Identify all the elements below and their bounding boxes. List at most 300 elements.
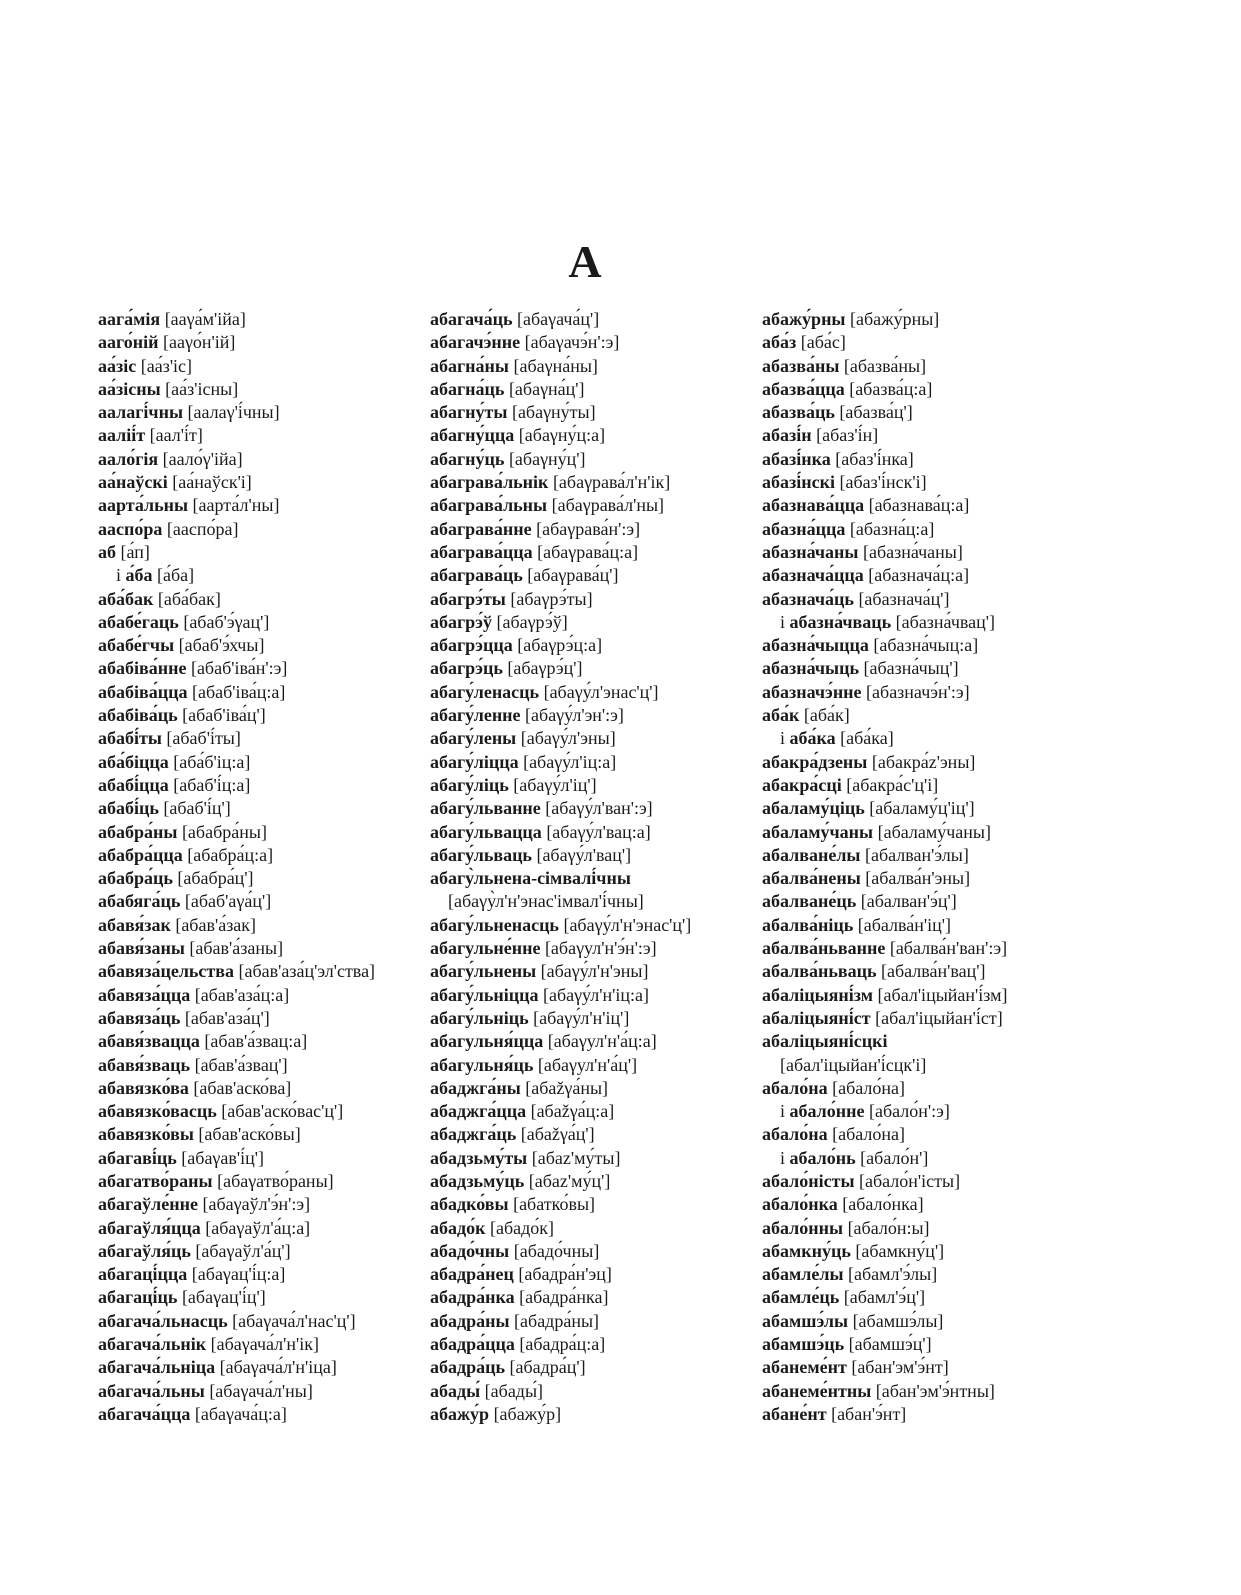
- transcription: [абаγац'і́ц:а]: [191, 1264, 286, 1285]
- dictionary-entry: [98, 960, 375, 983]
- headword: абамле́ць: [762, 1287, 840, 1308]
- dictionary-entry: [762, 681, 1008, 704]
- headword: абаграва́нне: [430, 518, 532, 539]
- transcription: [абатко́вы]: [513, 1194, 596, 1215]
- headword: абадо́к: [430, 1217, 486, 1238]
- dictionary-entry: [430, 634, 691, 657]
- transcription: [абав'аско́вас'ц']: [221, 1101, 344, 1122]
- transcription: [абадра́ц']: [509, 1357, 586, 1378]
- headword: абазнава́цца: [762, 495, 865, 516]
- transcription: [абало́н:ы]: [847, 1217, 930, 1238]
- transcription: [абаγац'і́ц']: [181, 1287, 266, 1308]
- dictionary-entry: [98, 1100, 375, 1123]
- transcription: [абады́]: [484, 1380, 544, 1401]
- transcription: [абаб'э́γац']: [183, 611, 270, 632]
- headword: абагна́ць: [430, 378, 505, 399]
- headword: абагаўля́цца: [98, 1217, 201, 1238]
- section-letter-heading: А: [568, 236, 602, 287]
- transcription: [аа́наўск'і]: [172, 472, 252, 493]
- headword: абаламу́ціць: [762, 798, 865, 819]
- dictionary-entry: [762, 1240, 1008, 1263]
- transcription: [абав'аза́ц:а]: [194, 984, 290, 1005]
- headword: аарта́льны: [98, 495, 189, 516]
- transcription: [абаγу́л'іц:а]: [523, 751, 617, 772]
- dictionary-entry: [98, 751, 375, 774]
- dictionary-entry: [762, 1147, 1008, 1170]
- headword: абадо́чны: [430, 1240, 510, 1261]
- headword: аба́ка: [789, 728, 836, 749]
- dictionary-entry: [430, 355, 691, 378]
- transcription: [абаγу́л'эны]: [520, 728, 616, 749]
- dictionary-entry: [98, 984, 375, 1007]
- dictionary-entry: [430, 657, 691, 680]
- headword: абадра́цца: [430, 1334, 515, 1355]
- headword: абагача́льнік: [98, 1334, 207, 1355]
- headword: абазна́чыцца: [762, 635, 869, 656]
- dictionary-entry: [98, 1123, 375, 1146]
- dictionary-entry: [430, 1240, 691, 1263]
- transcription: [абаγрава́н':э]: [536, 518, 641, 539]
- transcription: [абаγаўл'а́ц']: [195, 1240, 291, 1261]
- headword: абадзьму́ты: [430, 1147, 528, 1168]
- dictionary-entry: [762, 1380, 1008, 1403]
- transcription: [абаламу́ц'іц']: [869, 798, 975, 819]
- headword: абабі́цца: [98, 774, 169, 795]
- transcription: [абан'эм'э́нт]: [851, 1357, 949, 1378]
- headword: абаджга́цца: [430, 1101, 527, 1122]
- dictionary-entry: [430, 844, 691, 867]
- dictionary-entry: [430, 1030, 691, 1053]
- transcription: [аба́с]: [800, 332, 846, 353]
- transcription: [абалван'э́лы]: [865, 844, 969, 865]
- headword: абазна́чаны: [762, 541, 859, 562]
- transcription: [абадра́ны]: [514, 1310, 600, 1331]
- dictionary-entry: [430, 960, 691, 983]
- headword: абало́нны: [762, 1217, 844, 1238]
- transcription: [абаz'му́ты]: [531, 1147, 621, 1168]
- headword: абавяза́цельства: [98, 961, 234, 982]
- transcription: [абаγу́л'н'энас'ц']: [563, 914, 692, 935]
- transcription: [абалва́н'эны]: [865, 868, 971, 889]
- transcription: [абамл'э́лы]: [848, 1264, 938, 1285]
- transcription: [ааγо́н'ій]: [162, 332, 236, 353]
- transcription: [абан'эм'э́нтны]: [875, 1380, 995, 1401]
- dictionary-entry: [430, 774, 691, 797]
- transcription: [абаγу́л'энас'ц']: [543, 681, 659, 702]
- dictionary-entry: [762, 564, 1008, 587]
- dictionary-entry: [98, 1170, 375, 1193]
- transcription: [абаγрава́ц:а]: [537, 541, 639, 562]
- dictionary-entry: [762, 1403, 1008, 1426]
- headword: абагача́льнасць: [98, 1310, 228, 1331]
- headword: абамшэ́ць: [762, 1334, 845, 1355]
- transcription: [аа́з'існы]: [165, 378, 239, 399]
- dictionary-entry: [762, 984, 1008, 1007]
- headword: абазва́ны: [762, 355, 840, 376]
- variant-conjunction: і: [116, 565, 122, 586]
- dictionary-entry: [762, 424, 1008, 447]
- headword: абалва́ньваць: [762, 961, 877, 982]
- transcription: [абаγул'н'э́н':э]: [544, 938, 657, 959]
- transcription: [абан'э́нт]: [831, 1403, 907, 1424]
- dictionary-entry: [430, 821, 691, 844]
- headword: абабе́гчы: [98, 635, 175, 656]
- headword: абажу́рны: [762, 309, 846, 329]
- headword: абагу́ленне: [430, 705, 521, 726]
- headword: абавязко́васць: [98, 1101, 217, 1122]
- transcription: [абаγрэ́ты]: [510, 588, 593, 609]
- dictionary-entry: [762, 1123, 1008, 1146]
- headword: абаграва́цца: [430, 541, 533, 562]
- transcription: [абазва́ц']: [839, 402, 913, 423]
- dictionary-entry: [762, 821, 1008, 844]
- dictionary-entry: [430, 378, 691, 401]
- transcription: [абал'іцыйан'і́ст]: [875, 1007, 1003, 1028]
- headword: абалва́ніць: [762, 914, 854, 935]
- dictionary-entry: [762, 1263, 1008, 1286]
- transcription: [аал'і́т]: [149, 425, 203, 446]
- transcription: [аба́б'іц:а]: [173, 751, 251, 772]
- headword: абагрэ́цца: [430, 635, 513, 656]
- headword: абазі́нка: [762, 448, 831, 469]
- transcription: [абаγрэ́ц']: [507, 658, 583, 679]
- headword: абазна́чыць: [762, 658, 859, 679]
- headword: абадко́вы: [430, 1194, 509, 1215]
- headword: аалагі́чны: [98, 402, 184, 423]
- variant-conjunction: і: [780, 611, 786, 632]
- dictionary-entry: [98, 821, 375, 844]
- transcription: [абадо́чны]: [513, 1240, 600, 1261]
- dictionary-entry: [762, 518, 1008, 541]
- transcription: [абало́на]: [832, 1124, 906, 1145]
- transcription: [абазнача́ц']: [858, 588, 950, 609]
- dictionary-entry: [98, 634, 375, 657]
- headword: ааспо́ра: [98, 518, 163, 539]
- dictionary-entry: [98, 1380, 375, 1403]
- transcription: [абадо́к]: [489, 1217, 555, 1238]
- dictionary-entry: [98, 1240, 375, 1263]
- transcription: [абаγатво́раны]: [217, 1170, 334, 1191]
- transcription: [абаγну́ц']: [508, 448, 586, 469]
- variant-conjunction: і: [780, 728, 786, 749]
- transcription: [абаγну́ц:а]: [518, 425, 606, 446]
- transcription: [абазнава́ц:а]: [868, 495, 970, 516]
- dictionary-entry: [762, 401, 1008, 424]
- dictionary-entry: [430, 1380, 691, 1403]
- dictionary-entry: [762, 704, 1008, 727]
- headword: абаграва́ць: [430, 565, 523, 586]
- transcription: [абаγачэ́н':э]: [524, 332, 620, 353]
- dictionary-entry: [430, 797, 691, 820]
- headword: абаджга́ць: [430, 1124, 517, 1145]
- transcription: [абажу́р]: [493, 1403, 562, 1424]
- dictionary-entry: [98, 308, 375, 331]
- dictionary-entry: [98, 681, 375, 704]
- headword: абагу́ленасць: [430, 681, 540, 702]
- dictionary-entry: [430, 471, 691, 494]
- transcription: [аало́γ'ійа]: [162, 448, 243, 469]
- headword: абабіва́цца: [98, 681, 188, 702]
- headword: абабіва́ць: [98, 705, 178, 726]
- headword: абанеме́нтны: [762, 1380, 872, 1401]
- dictionary-entry: [762, 1356, 1008, 1379]
- dictionary-entry: [762, 541, 1008, 564]
- transcription: [абазначэ́н':э]: [866, 681, 970, 702]
- dictionary-entry: [762, 657, 1008, 680]
- headword: аба́біцца: [98, 751, 169, 772]
- headword: аа́зісны: [98, 378, 161, 399]
- headword: абагача́цца: [98, 1403, 191, 1424]
- headword: абанеме́нт: [762, 1357, 847, 1378]
- headword: абадра́ны: [430, 1310, 510, 1331]
- transcription: [абаγаўл'э́н':э]: [202, 1194, 311, 1215]
- headword: абавязко́вы: [98, 1124, 194, 1145]
- transcription: [аба́ка]: [840, 728, 894, 749]
- headword: ааго́ній: [98, 332, 159, 353]
- dictionary-entry: [762, 937, 1008, 960]
- headword: абаламу́чаны: [762, 821, 874, 842]
- transcription: [абало́н']: [860, 1147, 929, 1168]
- transcription: [абаб'іва́н':э]: [190, 658, 288, 679]
- transcription: [абаγача́л'нас'ц']: [232, 1310, 356, 1331]
- headword: абагу́льніцца: [430, 984, 539, 1005]
- dictionary-entry: [98, 1356, 375, 1379]
- transcription: [абакра́с'ц'і]: [846, 774, 939, 795]
- transcription: [абазна́чыц:а]: [873, 635, 979, 656]
- dictionary-entry: [98, 611, 375, 634]
- transcription: [абазва́ны]: [843, 355, 927, 376]
- transcription: [абаб'аγа́ц']: [184, 891, 272, 912]
- headword: абавя́заны: [98, 938, 185, 959]
- transcription: [абав'а́звац:а]: [204, 1031, 308, 1052]
- dictionary-entry: [762, 774, 1008, 797]
- dictionary-entry: [430, 1217, 691, 1240]
- headword: абакра́дзены: [762, 751, 868, 772]
- transcription: [абаламу́чаны]: [877, 821, 992, 842]
- headword: абазнача́цца: [762, 565, 864, 586]
- transcription: [абазна́чыц']: [863, 658, 959, 679]
- dictionary-entry: [98, 355, 375, 378]
- dictionary-entry: [98, 1217, 375, 1240]
- transcription: [ааспо́ра]: [166, 518, 239, 539]
- dictionary-entry: [98, 1077, 375, 1100]
- transcription: [абамшэ́лы]: [852, 1310, 944, 1331]
- headword: абабра́ны: [98, 821, 178, 842]
- dictionary-entry: [98, 378, 375, 401]
- dictionary-entry: [98, 471, 375, 494]
- transcription: [абазна́ц:а]: [849, 518, 935, 539]
- transcription: [абаγрэ́ў]: [496, 611, 568, 632]
- dictionary-entry: [430, 1147, 691, 1170]
- headword: абало́нне: [789, 1101, 865, 1122]
- dictionary-entry: [762, 890, 1008, 913]
- dictionary-column-1: [98, 308, 375, 1426]
- transcription: [абаγу́л'ван':э]: [545, 798, 653, 819]
- dictionary-entry: [762, 960, 1008, 983]
- headword: абавязко́ва: [98, 1077, 189, 1098]
- headword: абагрэ́ць: [430, 658, 503, 679]
- headword: абаграва́льнік: [430, 472, 549, 493]
- headword: абагу́льніць: [430, 1007, 529, 1028]
- headword: аба́з: [762, 332, 797, 353]
- headword: абаліцыяні́ст: [762, 1007, 871, 1028]
- headword: абагу́лены: [430, 728, 517, 749]
- headword: абагу́льнены: [430, 961, 537, 982]
- transcription: [абалва́н'вац']: [880, 961, 986, 982]
- headword: абабе́гаць: [98, 611, 179, 632]
- headword: аба́к: [762, 705, 800, 726]
- transcription: [абаз'і́нка]: [835, 448, 914, 469]
- headword: абаліцыяні́зм: [762, 984, 874, 1005]
- transcription: [абаγача́л'н'ік]: [210, 1334, 320, 1355]
- headword: абаджга́ны: [430, 1077, 521, 1098]
- transcription: [абаб'і́ц']: [163, 798, 231, 819]
- headword: абагаці́цца: [98, 1264, 188, 1285]
- dictionary-entry: [98, 1286, 375, 1309]
- dictionary-entry: [430, 1310, 691, 1333]
- transcription: [абаγача́л'н'іца]: [219, 1357, 337, 1378]
- dictionary-entry: [430, 1333, 691, 1356]
- headword: абагаві́ць: [98, 1147, 177, 1168]
- dictionary-entry: [98, 448, 375, 471]
- dictionary-entry: [430, 1286, 691, 1309]
- transcription: [абадра́нка]: [519, 1287, 609, 1308]
- dictionary-entry: [430, 914, 691, 937]
- transcription: [абалван'э́ц']: [860, 891, 957, 912]
- transcription: [абабра́ц']: [177, 868, 254, 889]
- dictionary-entry: [430, 681, 691, 704]
- headword: абавя́звацца: [98, 1031, 200, 1052]
- dictionary-entry: [762, 1193, 1008, 1216]
- headword: абазна́чваць: [789, 611, 892, 632]
- headword: абагрэ́ты: [430, 588, 506, 609]
- dictionary-entry: [762, 611, 1008, 634]
- headword: абагу̀льнена-сімвалі́чны: [430, 868, 631, 889]
- transcription: [абаγна́ны]: [513, 355, 598, 376]
- transcription: [абав'а́звац']: [194, 1054, 288, 1075]
- dictionary-entry: [762, 1217, 1008, 1240]
- dictionary-entry: [98, 914, 375, 937]
- transcription: [аба́к]: [803, 705, 850, 726]
- dictionary-entry: [98, 1054, 375, 1077]
- dictionary-entry: [762, 494, 1008, 517]
- transcription: [а́п]: [120, 541, 150, 562]
- dictionary-entry: [762, 844, 1008, 867]
- headword: абалва́нены: [762, 868, 861, 889]
- dictionary-entry: [430, 1193, 691, 1216]
- dictionary-entry: [98, 937, 375, 960]
- transcription: [абаγрава́ц']: [527, 565, 619, 586]
- dictionary-entry: [762, 1286, 1008, 1309]
- transcription: [абав'аза́ц']: [184, 1007, 270, 1028]
- transcription: [абадра́ц:а]: [519, 1334, 606, 1355]
- dictionary-entry: [98, 1147, 375, 1170]
- headword: абабі́ць: [98, 798, 159, 819]
- dictionary-entry: [430, 1007, 691, 1030]
- transcription: [абало́н'істы]: [859, 1170, 961, 1191]
- headword: абажу́р: [430, 1403, 490, 1424]
- dictionary-entry: [98, 331, 375, 354]
- transcription: [абамл'э́ц']: [843, 1287, 926, 1308]
- dictionary-entry: [762, 1100, 1008, 1123]
- dictionary-entry: [98, 657, 375, 680]
- dictionary-entry: [430, 564, 691, 587]
- dictionary-entry: [762, 867, 1008, 890]
- headword: абабра́ць: [98, 868, 173, 889]
- dictionary-entry: [762, 331, 1008, 354]
- transcription: [абаγу́л'вац:а]: [546, 821, 651, 842]
- dictionary-entry: [98, 1310, 375, 1333]
- transcription: [абаγу́л'іц']: [513, 774, 597, 795]
- transcription: [абаžγа́ц']: [520, 1124, 595, 1145]
- transcription: [абало́н':э]: [869, 1101, 950, 1122]
- headword: абазна́цца: [762, 518, 846, 539]
- headword: аа́зіс: [98, 355, 137, 376]
- headword: абазі́нскі: [762, 472, 835, 493]
- dictionary-entry: [430, 937, 691, 960]
- transcription: [абакра́z'эны]: [871, 751, 976, 772]
- headword: абамкну́ць: [762, 1240, 851, 1261]
- dictionary-entry: [98, 494, 375, 517]
- dictionary-entry: [430, 1100, 691, 1123]
- headword: абадра́ць: [430, 1357, 506, 1378]
- headword: абагу́льванне: [430, 798, 541, 819]
- dictionary-entry: [98, 844, 375, 867]
- dictionary-entry: [762, 797, 1008, 820]
- transcription: [абал'іцыйан'і́сцк'і]: [780, 1054, 927, 1075]
- headword: абагача́льніца: [98, 1357, 216, 1378]
- dictionary-entry: [98, 1193, 375, 1216]
- transcription: [абаб'іва́ц:а]: [191, 681, 286, 702]
- transcription: [абаγу́л'н'іц:а]: [542, 984, 649, 1005]
- headword: абагаці́ць: [98, 1287, 178, 1308]
- headword: абабра́цца: [98, 844, 183, 865]
- headword: абавяза́ць: [98, 1007, 181, 1028]
- headword: абакра́сці: [762, 774, 842, 795]
- transcription: [абаz'му́ц']: [528, 1170, 611, 1191]
- transcription: [абаγу́л'эн':э]: [525, 705, 624, 726]
- headword: ааліі́т: [98, 425, 146, 446]
- headword: абало́на: [762, 1077, 828, 1098]
- dictionary-entry: [762, 914, 1008, 937]
- dictionary-entry: [98, 541, 375, 564]
- dictionary-entry: [430, 424, 691, 447]
- dictionary-entry: [430, 867, 691, 914]
- transcription: [абаγрава́л'ны]: [551, 495, 665, 516]
- transcription: [аа́з'іс]: [140, 355, 193, 376]
- headword: абады́: [430, 1380, 481, 1401]
- variant-conjunction: і: [780, 1147, 786, 1168]
- dictionary-entry: [98, 774, 375, 797]
- transcription: [а́ба]: [157, 565, 195, 586]
- headword: абалване́лы: [762, 844, 861, 865]
- dictionary-entry: [98, 1263, 375, 1286]
- dictionary-entry: [762, 448, 1008, 471]
- dictionary-entry: [430, 1077, 691, 1100]
- dictionary-entry: [762, 1007, 1008, 1030]
- dictionary-entry: [430, 494, 691, 517]
- headword: абагачэ́нне: [430, 332, 521, 353]
- transcription: [абаγрэ́ц:а]: [517, 635, 603, 656]
- headword: абагну́ты: [430, 402, 508, 423]
- dictionary-entry: [430, 1356, 691, 1379]
- transcription: [абаγну́ты]: [511, 402, 596, 423]
- dictionary-entry: [430, 541, 691, 564]
- dictionary-entry: [98, 424, 375, 447]
- headword: абагульня́ць: [430, 1054, 534, 1075]
- dictionary-entry: [762, 588, 1008, 611]
- headword: абадра́нка: [430, 1287, 515, 1308]
